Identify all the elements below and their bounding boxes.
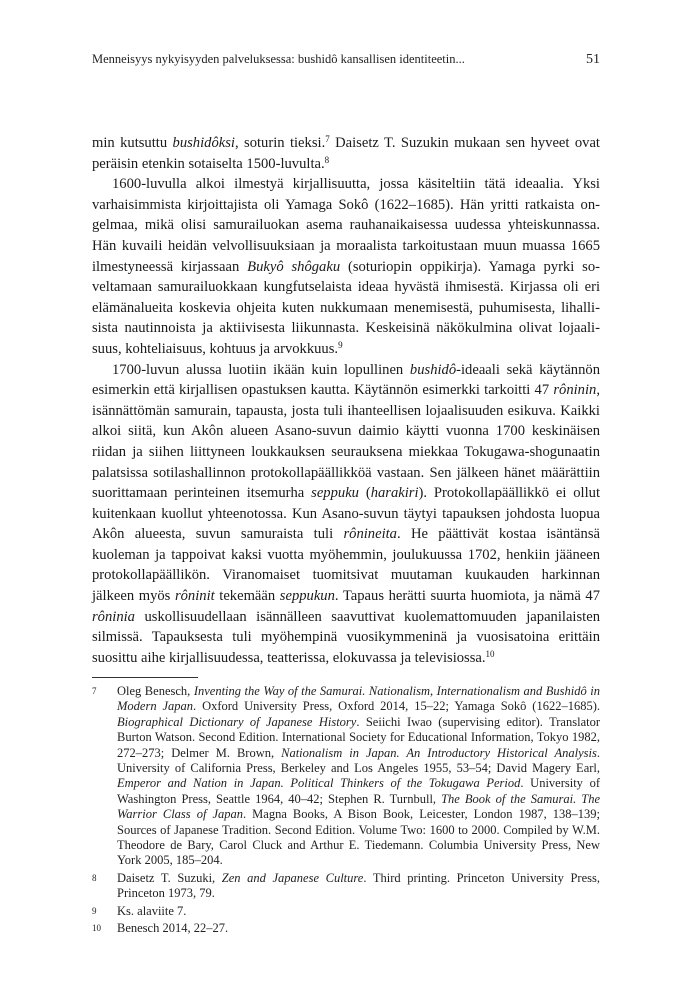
paragraph — [92, 360, 600, 669]
italic-text: Biographical Dictionary of Japanese History — [117, 714, 357, 729]
text-run: . Third printing. Princeton University Press, Princeton 1973, 79. — [117, 870, 600, 901]
italic-text: Zen and Japanese Culture — [221, 870, 364, 885]
italic-text: seppukun — [279, 588, 335, 605]
footnote-text — [117, 921, 600, 936]
footnote-separator — [92, 677, 198, 678]
text-run: -ideaali sekä käytännön esimerkin että kirjallisen opastuksen kautta. Käytännön esimerkki tarkoitti 47 — [92, 361, 600, 399]
italic-text: bushidôksi — [172, 135, 235, 151]
running-head — [92, 52, 600, 68]
text-run: . Tapaus herätti suurta huomiota, ja nämä 47 — [334, 588, 600, 605]
footnotes — [92, 684, 600, 939]
footnote-number: 9 — [92, 905, 97, 916]
text-run: ( — [358, 485, 371, 502]
italic-text: harakiri — [370, 485, 419, 502]
italic-text: Nationalism in Japan. An Introductory Historical Analysis — [281, 745, 597, 760]
text-run: tekemään — [214, 588, 280, 605]
text-run: 1700-luvun alussa luotiin ikään kuin lopullinen — [112, 361, 410, 378]
text-run: Oleg Benesch, — [117, 684, 194, 698]
paragraph — [92, 174, 600, 359]
footnote-text — [117, 684, 600, 869]
footnote — [92, 871, 600, 902]
italic-text: Bukyô shôgaku — [247, 258, 341, 275]
text-run: . University of California Press, Berkeley and Los Angeles 1955, 53–54; David Magery Earl, — [117, 745, 600, 776]
italic-text: rôninit — [174, 588, 215, 605]
italic-text: bushidô — [409, 361, 457, 378]
footnote-ref: 10 — [485, 648, 495, 659]
text-run: uskollisuudellaan isännälleen saavuttivat kuolemattomuuden japanilaisten silmissä. Tapauksesta tuli myöhempinä vuosikymmeninä ja vuosisatoina erittäin suosittu aihe kirjallisuudessa, teatterissa, elokuvassa ja televisiossa. — [92, 608, 600, 666]
text-run: Ks. alaviite 7. — [117, 903, 187, 918]
footnote-ref: 8 — [324, 154, 330, 165]
text-run: . He päättivät kostaa isäntänsä kuoleman ja tappoivat kaksi vuotta myöhemmin, joulukuussa 1702, henkiin jääneen protokollapäällikön. Viranomaiset tuomitsivat muutaman kuukauden harkinnan jälkeen myös — [92, 526, 600, 605]
footnote-text — [117, 871, 600, 902]
paragraph — [92, 133, 600, 174]
text-run: . Seiichi Iwao (supervising editor). Translator Burton Watson. Second Edition. International Society for Educational Information, Tokyo 1982, 272–273; Delmer M. Brown, — [117, 714, 600, 760]
text-run: Daisetz T. Suzukin mukaan sen hyveet ovat peräisin etenkin sotaiselta 1500-luvulta. — [92, 135, 600, 172]
footnote — [92, 921, 600, 936]
footnote — [92, 684, 600, 869]
text-run: . Magna Books, A Bison Book, Leicester, London 1987, 138–139; Sources of Japanese Tradition. Second Edition. Volume Two: 1600 to 2000. Compiled by W.M. Theodore de Bary, Carol Cluck and Arthur E. Tiedemann. Columbia University Press, New York 2005, 185–204. — [117, 807, 600, 868]
footnote-number: 7 — [92, 686, 97, 696]
italic-text: rôninia — [92, 608, 135, 625]
text-run: Daisetz T. Suzuki, — [117, 870, 222, 885]
italic-text: rônineita — [343, 526, 397, 543]
italic-text: rôninin — [553, 382, 597, 399]
text-run: 1600-luvulla alkoi ilmestyä kirjallisuutta, jossa käsiteltiin tätä ideaalia. Yksi varhaisimmista kirjoittajista oli Yamaga Sokô (1622–1685). Hän yritti ratkaista ongelmaa, mikä olisi samurailuokan asema rauhanaikaisessa uudessa yhteiskunnassa. Hän kuvaili heidän velvollisuuksiaan ja moraalista tarkoitustaan muun muassa 1665 ilmestyneessä kirjassaan — [92, 176, 600, 275]
footnote-number: 8 — [92, 872, 97, 883]
text-run: , soturin tieksi. — [234, 135, 326, 151]
running-head-title: Menneisyys nykyisyyden palveluksessa: bushidô kansallisen identiteetin... — [92, 52, 465, 66]
page-number: 51 — [586, 52, 600, 67]
text-run: . University of Washington Press, Seattle 1964, 40–42; Stephen R. Turnbull, — [117, 776, 600, 806]
italic-text: Inventing the Way of the Samurai. Nationalism, Internationalism and Bushidô in Modern Japan — [117, 684, 601, 714]
text-run: Benesch 2014, 22–27. — [117, 921, 229, 936]
text-run: min kutsuttu — [92, 135, 173, 151]
footnote-number: 10 — [92, 923, 101, 934]
italic-text: seppuku — [311, 485, 359, 502]
body-text — [92, 133, 600, 668]
text-run: , isännättömän samurain, tapausta, josta tuli ihanteellisen lojaalisuuden esikuva. Kaikki alkoi siitä, kun Akôn alueen Asano-suvun daimio käytti vuonna 1700 keskinäisen riidan ja siihen liittyneen loukkauksen seurauksena miekkaa Tokugawa-shogunaatin palatsissa sotilashallinnon protokollapäällikköä vastaan. Sen jälkeen hänet määrättiin suorittamaan perinteinen itsemurha — [92, 382, 600, 502]
footnote-text — [117, 904, 600, 919]
footnote-ref: 7 — [325, 134, 330, 144]
footnote-ref: 9 — [338, 339, 343, 350]
italic-text: Emperor and Nation in Japan. Political Thinkers of the Tokugawa Period — [117, 776, 521, 791]
footnote — [92, 904, 600, 919]
italic-text: The Book of the Samurai. The Warrior Class of Japan — [117, 791, 600, 822]
text-run: . Oxford University Press, Oxford 2014, 15–22; Yamaga Sokô (1622–1685). — [193, 699, 600, 714]
text-run: (soturiopin oppikirja). Yamaga pyrki soveltamaan samurailuokkaan kungfutselaista ideaa hyvästä ihmisestä. Kirjassa oli eri elämänalueita koskevia ohjeita kuten nukkumaan menemisestä, puhumisesta, lihallisista nautinnoista ja aktiivisesta liikunnasta. Keskeisinä näkökulmina olivat lojaalisuus, kohteliaisuus, kohtuus ja arvokkuus. — [92, 258, 600, 357]
text-run: ). Protokollapäällikkö ei ollut kuitenkaan kuollut yhteenotossa. Kun Asano-suvun täytyi tapauksen johdosta luopua Akôn alueesta, suvun samuraista tuli — [92, 485, 601, 543]
